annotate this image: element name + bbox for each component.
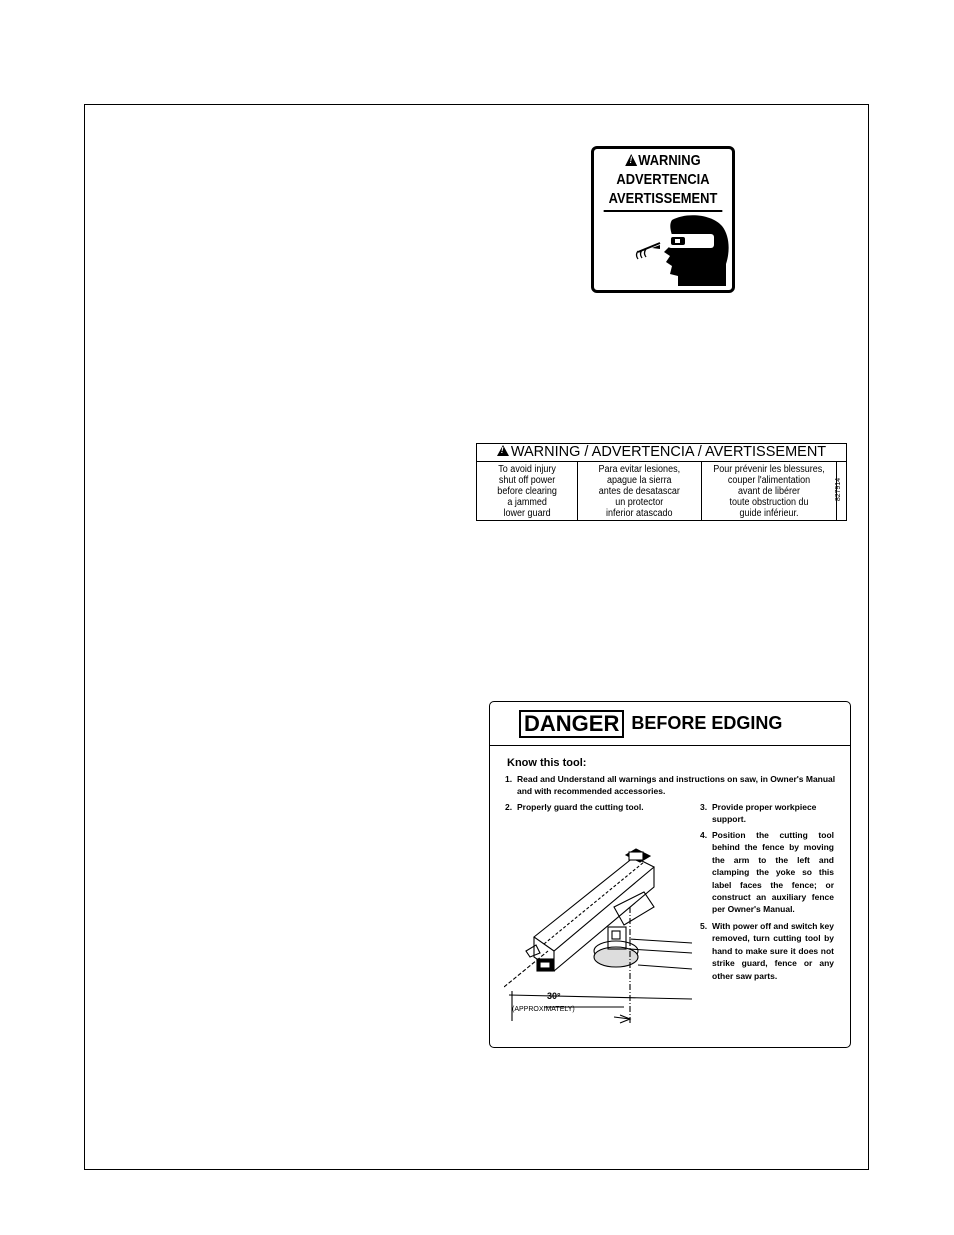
instruction-item	[505, 773, 840, 798]
item-number: 5.	[700, 921, 708, 931]
text-line: Para evitar lesiones,	[598, 463, 681, 475]
instruction-item	[700, 801, 834, 826]
item-text: Read and Understand all warnings and instructions on saw, in Owner's Manual and with recommended accessories.	[517, 774, 836, 797]
avertissement-word: AVERTISSEMENT	[608, 190, 718, 207]
text-line: lower guard	[503, 507, 551, 519]
instruction-item	[700, 920, 834, 982]
angle-value: 30°	[547, 991, 561, 1001]
text-line: antes de desatascar	[598, 485, 681, 497]
item-text: With power off and switch key removed, turn cutting tool by hand to make sure it does not strike guard, fence or any other saw parts.	[712, 921, 834, 981]
text-line: before clearing	[497, 485, 557, 497]
saw-arm-illustration	[504, 847, 694, 1027]
text-line: toute obstruction du	[729, 496, 809, 508]
advertencia-word: ADVERTENCIA	[616, 171, 710, 188]
english-column	[477, 462, 578, 520]
jammed-guard-warning-label	[476, 443, 847, 521]
text-line: avant de libérer	[737, 485, 801, 497]
eye-protection-warning-label	[591, 146, 735, 293]
warning-triangle-icon	[497, 445, 509, 456]
item-number: 3.	[700, 802, 708, 812]
danger-title: BEFORE EDGING	[631, 713, 783, 733]
text-line: a jammed	[507, 496, 547, 508]
safety-glasses-head-icon	[594, 212, 732, 290]
heading-text: WARNING / ADVERTENCIA / AVERTISSEMENT	[510, 444, 827, 460]
french-column	[702, 462, 837, 520]
item-text: Provide proper workpiece support.	[712, 802, 817, 825]
text-line: Pour prévenir les blessures,	[713, 463, 825, 475]
text-line: inferior atascado	[606, 507, 673, 519]
part-number: 827914	[835, 477, 843, 502]
warning-word: WARNING	[638, 152, 701, 169]
instruction-item	[505, 801, 695, 813]
danger-before-edging-label	[489, 701, 851, 1048]
warning-triangle-icon	[625, 154, 637, 166]
text-line: guide inférieur.	[739, 507, 799, 519]
trilingual-warning-heading	[477, 444, 846, 462]
text-line: shut off power	[498, 474, 556, 486]
item-text: Properly guard the cutting tool.	[517, 802, 644, 812]
danger-heading	[490, 702, 850, 746]
know-tool-heading: Know this tool:	[507, 757, 587, 769]
angle-note: (APPROXIMATELY)	[512, 1006, 575, 1013]
text-line: couper l'alimentation	[727, 474, 811, 486]
danger-signal-word: DANGER	[519, 710, 624, 738]
instruction-item	[700, 829, 834, 916]
item-number: 2.	[505, 802, 513, 812]
spanish-column	[578, 462, 702, 520]
text-line: To avoid injury	[498, 463, 556, 475]
text-line: apague la sierra	[607, 474, 672, 486]
part-number-strip	[837, 462, 846, 520]
item-number: 1.	[505, 774, 513, 784]
item-text: Position the cutting tool behind the fence by moving the arm to the left and clamping the yoke so this label faces the fence; or construct an auxiliary fence per Owner's Manual.	[712, 830, 834, 915]
warning-heading	[604, 149, 723, 212]
item-number: 4.	[700, 830, 708, 840]
text-line: un protector	[615, 496, 664, 508]
